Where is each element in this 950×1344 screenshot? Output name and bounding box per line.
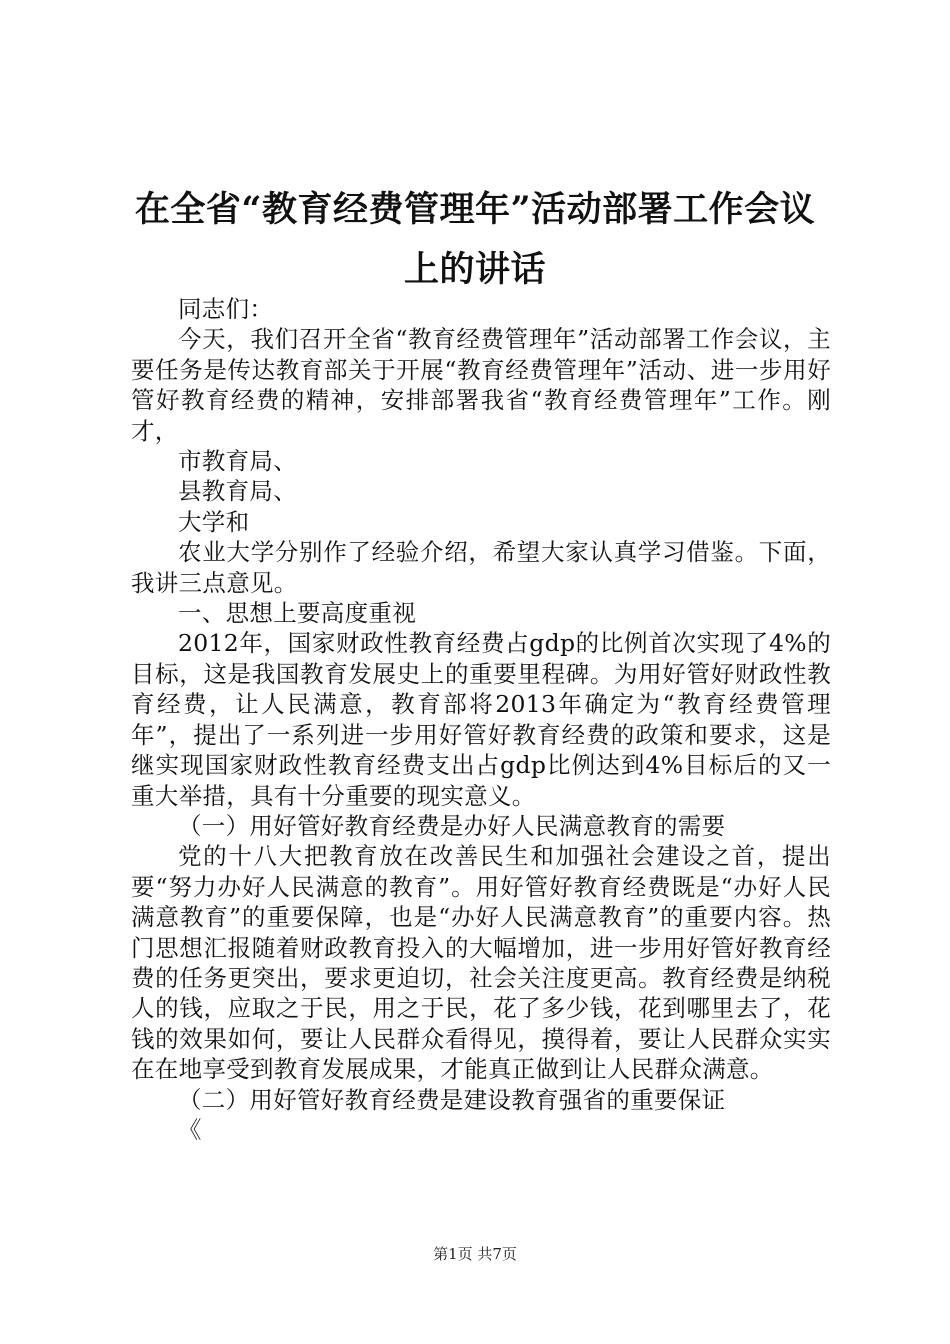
document-title-line-2: 上的讲话	[403, 249, 546, 290]
paragraph-city-bureau: 市教育局、	[178, 447, 297, 476]
document-body	[131, 294, 831, 1145]
paragraph-eighteenth-congress: 党的十八大把教育放在改善民生和加强社会建设之首，提出要“努力办好人民满意的教育”。用好管好教育经费既是“办好人民满意教育”的重要保障，也是“办好人民满意教育”的重要内容。热门思想汇报随着财政教育投入的大幅增加，进一步用好管好教育经费的任务更突出，要求更迫切，社会关注度更高。教育经费是纳税人的钱，应取之于民，用之于民，花了多少钱，花到哪里去了，花钱的效果如何，要让人民群众看得见，摸得着，要让人民群众实实在在地享受到教育发展成果，才能真正做到让人民群众满意。	[131, 842, 831, 1084]
subsection-heading-2: （二）用好管好教育经费是建设教育强省的重要保证	[178, 1085, 726, 1114]
subsection-heading-1: （一）用好管好教育经费是办好人民满意教育的需要	[178, 811, 726, 840]
page-footer: 第1页 共7页	[433, 1245, 517, 1263]
document-title-line-1: 在全省“教育经费管理年”活动部署工作会议	[134, 189, 816, 230]
paragraph-county-bureau: 县教育局、	[178, 477, 297, 506]
paragraph-university: 大学和	[178, 507, 250, 536]
paragraph-fragment: 《	[178, 1115, 202, 1144]
salutation: 同志们：	[178, 295, 274, 323]
paragraph-intro: 今天，我们召开全省“教育经费管理年”活动部署工作会议，主要任务是传达教育部关于开展“教育经费管理年”活动、进一步用好管好教育经费的精神，安排部署我省“教育经费管理年”工作。刚才，	[131, 325, 831, 445]
paragraph-2012: 2012年，国家财政性教育经费占gdp的比例首次实现了4%的目标，这是我国教育发展史上的重要里程碑。为用好管好财政性教育经费，让人民满意，教育部将2013年确定为“教育经费管理年”，提出了一系列进一步用好管好教育经费的政策和要求，这是继实现国家财政性教育经费支出占gdp比例达到4%目标后的又一重大举措，具有十分重要的现实意义。	[131, 629, 831, 810]
section-heading-1: 一、思想上要高度重视	[178, 599, 416, 628]
paragraph-agri-university: 农业大学分别作了经验介绍，希望大家认真学习借鉴。下面，我讲三点意见。	[131, 538, 831, 597]
